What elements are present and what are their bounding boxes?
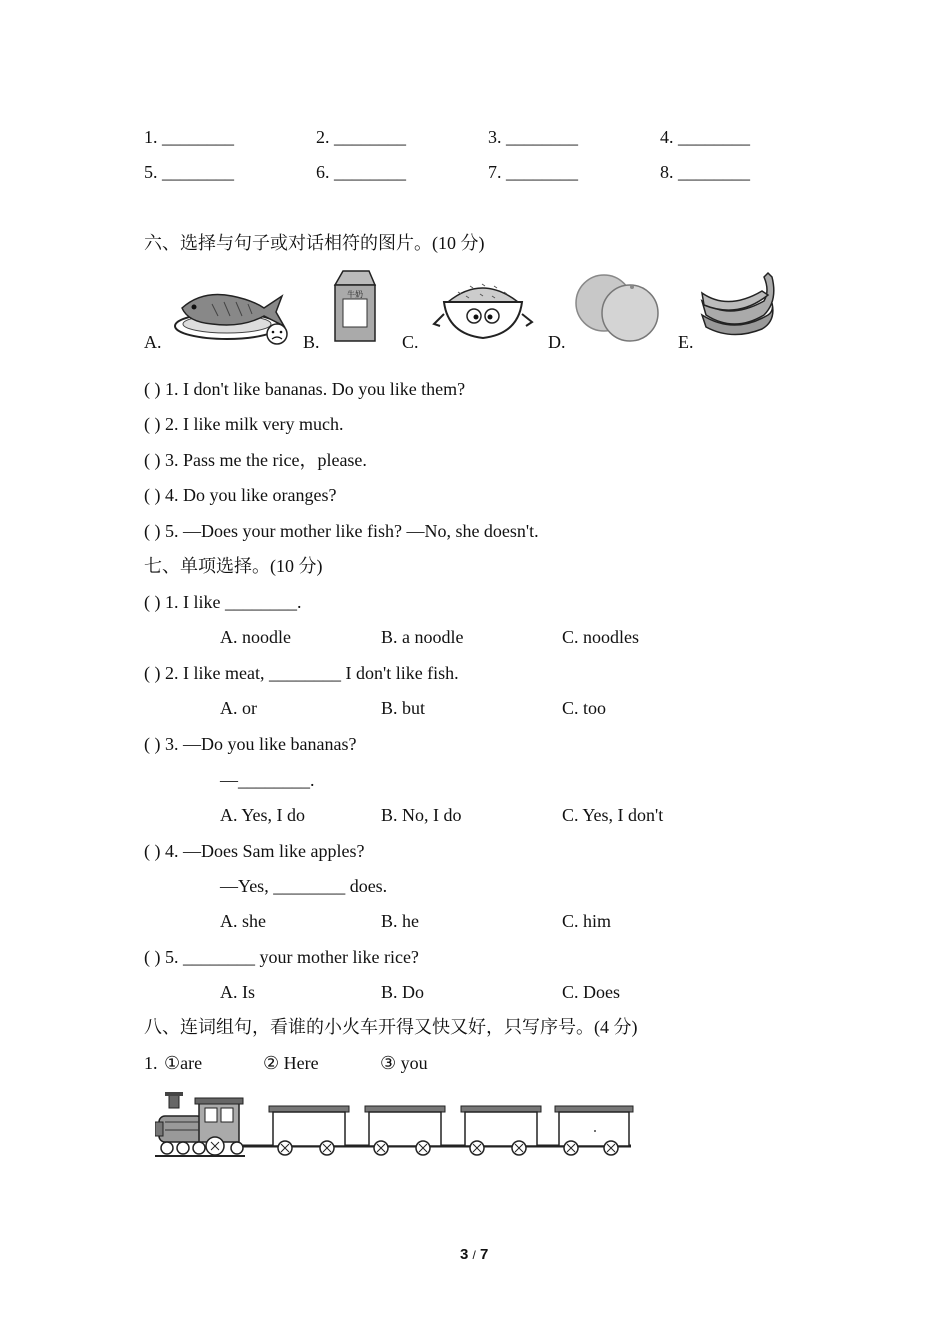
s8-q1-word-2: ② Here: [263, 1053, 319, 1073]
s7-q2-option-c[interactable]: C. too: [562, 698, 607, 718]
s7-q1-option-c[interactable]: C. noodles: [562, 627, 640, 647]
rice-bowl-icon: [430, 276, 536, 344]
answer-blank-3[interactable]: 3. ________: [488, 127, 578, 147]
s6-question-2: ( ) 2. I like milk very much.: [144, 414, 344, 434]
s6-question-4: ( ) 4. Do you like oranges?: [144, 485, 337, 505]
answer-blank-7[interactable]: 7. ________: [488, 162, 578, 182]
s7-q3-answer-line: —________.: [220, 770, 315, 790]
s7-q3-option-b[interactable]: B. No, I do: [381, 805, 462, 825]
s7-q2-option-b[interactable]: B. but: [381, 698, 426, 718]
s8-q1-word-3: ③ you: [380, 1053, 428, 1073]
milk-carton-text: 牛奶: [347, 290, 363, 299]
section-8-title: 八、连词组句，看谁的小火车开得又快又好，只写序号。(4 分): [144, 1017, 638, 1037]
s8-q1-word-1: ①are: [164, 1053, 203, 1073]
section-7-title: 七、单项选择。(10 分): [144, 556, 323, 576]
s7-q1-option-a[interactable]: A. noodle: [220, 627, 291, 647]
pic-label-b: B.: [303, 332, 320, 352]
s6-question-5: ( ) 5. —Does your mother like fish? —No, she doesn't.: [144, 521, 539, 541]
answer-blank-2[interactable]: 2. ________: [316, 127, 406, 147]
s8-q1-number: 1.: [144, 1053, 158, 1073]
s7-q4-stem: ( ) 4. —Does Sam like apples?: [144, 841, 365, 861]
page-total: 7: [480, 1246, 489, 1263]
train-icon: [155, 1088, 635, 1164]
answer-blank-1[interactable]: 1. ________: [144, 127, 234, 147]
s7-q1-stem: ( ) 1. I like ________.: [144, 592, 302, 612]
s7-q2-stem: ( ) 2. I like meat, ________ I don't like fish.: [144, 663, 459, 683]
section-6-title: 六、选择与句子或对话相符的图片。(10 分): [144, 233, 485, 253]
s7-q3-option-a[interactable]: A. Yes, I do: [220, 805, 306, 825]
milk-carton-icon: [329, 269, 379, 343]
s7-q3-stem: ( ) 3. —Do you like bananas?: [144, 734, 357, 754]
answer-blank-5[interactable]: 5. ________: [144, 162, 234, 182]
answer-blank-6[interactable]: 6. ________: [316, 162, 406, 182]
s6-question-1: ( ) 1. I don't like bananas. Do you like them?: [144, 379, 466, 399]
s7-q5-option-c[interactable]: C. Does: [562, 982, 620, 1002]
oranges-icon: [574, 271, 664, 345]
pic-label-c: C.: [402, 332, 419, 352]
page-separator: /: [472, 1248, 476, 1262]
s7-q1-option-b[interactable]: B. a noodle: [381, 627, 464, 647]
s7-q3-option-c[interactable]: C. Yes, I don't: [562, 805, 664, 825]
page-number: [460, 1244, 488, 1266]
fish-on-plate-icon: [172, 286, 290, 348]
page-current: 3: [460, 1246, 469, 1263]
answer-blank-4[interactable]: 4. ________: [660, 127, 750, 147]
s7-q5-option-b[interactable]: B. Do: [381, 982, 425, 1002]
s7-q4-option-b[interactable]: B. he: [381, 911, 419, 931]
s7-q5-option-a[interactable]: A. Is: [220, 982, 255, 1002]
s6-question-3: ( ) 3. Pass me the rice，please.: [144, 450, 367, 470]
s7-q5-stem: ( ) 5. ________ your mother like rice?: [144, 947, 419, 967]
s7-q4-option-a[interactable]: A. she: [220, 911, 266, 931]
pic-label-d: D.: [548, 332, 566, 352]
pic-label-e: E.: [678, 332, 694, 352]
pic-label-a: A.: [144, 332, 162, 352]
s7-q4-answer-line: —Yes, ________ does.: [220, 876, 388, 896]
bananas-icon: [698, 271, 778, 337]
answer-blank-8[interactable]: 8. ________: [660, 162, 750, 182]
s7-q4-option-c[interactable]: C. him: [562, 911, 612, 931]
s7-q2-option-a[interactable]: A. or: [220, 698, 257, 718]
